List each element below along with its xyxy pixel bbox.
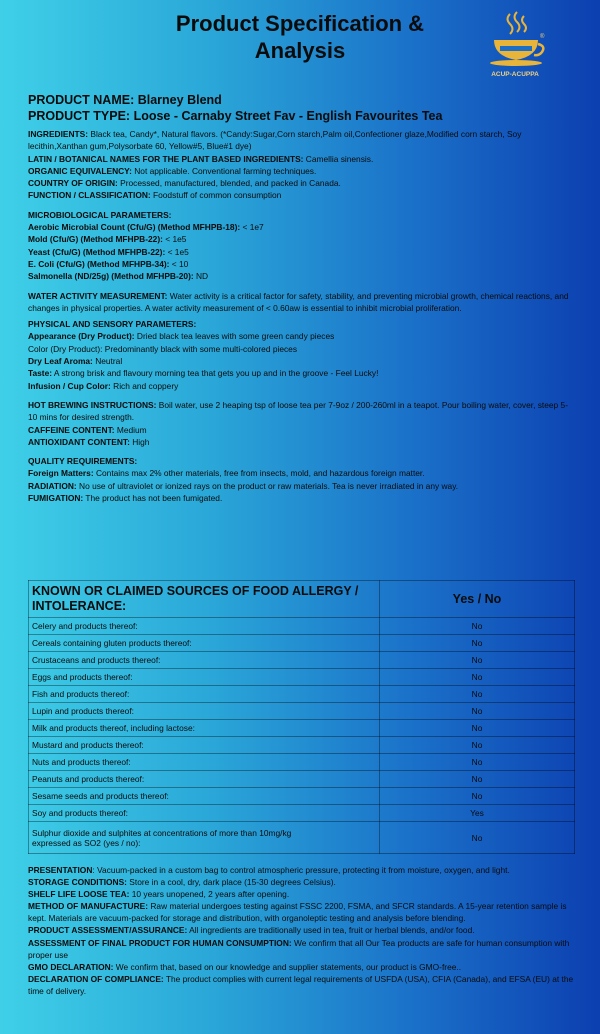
micro-salmonella: Salmonella (ND/25g) (Method MFHPB-20): ND: [28, 271, 209, 282]
registered-mark: ®: [540, 34, 545, 40]
method-of-manufacture: METHOD OF MANUFACTURE: Raw material undergoes testing against FSSC 2200, FSMA, and SFCR standards. A 15-year retention sample is kept. Materials are vacuum-packed for storage and distribution, with organoleptic testing and analysis before blending.: [28, 901, 567, 924]
sensory-appearance: Appearance (Dry Product): Dried black tea leaves with some green candy pieces: [28, 331, 335, 342]
storage-conditions: STORAGE CONDITIONS: Store in a cool, dry, dark place (15-30 degrees Celsius).: [28, 877, 336, 888]
shelf-life: SHELF LIFE LOOSE TEA: 10 years unopened, 2 years after opening.: [28, 889, 290, 900]
brewing-instructions: HOT BREWING INSTRUCTIONS: Boil water, use 2 heaping tsp of loose tea per 7-9oz / 200-260ml in a teapot. Pour boiling water, cover, steep 5-10 mins for desired strength.: [28, 399, 568, 423]
declaration-of-compliance: DECLARATION OF COMPLIANCE: The product complies with current legal requirements of USFDA (USA), CFIA (Canada), and EFSA (EU) at the time of delivery.: [28, 973, 574, 996]
quality-foreign-matters: Foreign Matters: Contains max 2% other materials, free from insects, mold, and hazardous foreign matter.: [28, 468, 425, 479]
table-row: Fish and products thereof: No: [29, 686, 575, 703]
function-classification: FUNCTION / CLASSIFICATION: Foodstuff of common consumption: [28, 190, 282, 201]
micro-mold: Mold (Cfu/G) (Method MFHPB-22): < 1e5: [28, 234, 187, 245]
product-type: Loose - Carnaby Street Fav - English Favourites Tea: [133, 109, 443, 123]
water-activity: WATER ACTIVITY MEASUREMENT: Water activity is a critical factor for safety, stability, and preventing microbial growth, chemical reactions, and changes in physical properties. A water activity measurement of < 0.60aw is essential to inhibit microbial proliferation.: [28, 290, 569, 313]
table-row: Sesame seeds and products thereof: No: [29, 788, 575, 805]
product-assessment: PRODUCT ASSESSMENT/ASSURANCE: All ingredients are traditionally used in tea, fruit or herbal blends, and/or food.: [28, 925, 475, 936]
botanical-names: LATIN / BOTANICAL NAMES FOR THE PLANT BASED INGREDIENTS: Camellia sinensis.: [28, 153, 374, 164]
yes-no-heading: Yes / No: [380, 581, 575, 618]
table-row: Peanuts and products thereof: No: [29, 771, 575, 788]
ingredients: INGREDIENTS: Black tea, Candy*, Natural flavors. (*Candy:Sugar,Corn starch,Palm oil,Confectioner glaze,Modified corn starch, Soy lecithin,Xanthan gum,Polysorbate 60, Yellow#5, Blue#1 dye): [28, 129, 522, 152]
gmo-declaration: GMO DECLARATION: We confirm that, based on our knowledge and supplier statements, our product is GMO-free..: [28, 961, 462, 972]
tea-cup-logo-icon: [482, 10, 548, 80]
presentation: PRESENTATION: Vacuum-packed in a custom bag to control atmospheric pressure, protecting it from moisture, oxygen, and light.: [28, 865, 510, 875]
country-of-origin: COUNTRY OF ORIGIN: Processed, manufactured, blended, and packed in Canada.: [28, 178, 341, 189]
product-name-label: PRODUCT NAME:: [28, 93, 135, 107]
sensory-taste: Taste: A strong brisk and flavoury morning tea that gets you up and in the groove - Feel Lucky!: [28, 368, 379, 379]
quality-heading: QUALITY REQUIREMENTS:: [28, 456, 138, 467]
allergy-heading: KNOWN OR CLAIMED SOURCES OF FOOD ALLERGY / INTOLERANCE:: [29, 581, 380, 618]
sensory-infusion: Infusion / Cup Color: Rich and coppery: [28, 380, 179, 391]
title-line-1: Product Specification &: [175, 11, 425, 36]
table-row: Nuts and products thereof: No: [29, 754, 575, 771]
organic-equivalency: ORGANIC EQUIVALENCY: Not applicable. Conventional farming techniques.: [28, 165, 317, 176]
quality-radiation: RADIATION: No use of ultraviolet or ionized rays on the product or raw materials. Tea is never irradiated in any way.: [28, 480, 459, 491]
table-row: Celery and products thereof: No: [29, 618, 575, 635]
micro-heading: MICROBIOLOGICAL PARAMETERS:: [28, 209, 172, 220]
sensory-aroma: Dry Leaf Aroma: Neutral: [28, 356, 123, 367]
table-row: Eggs and products thereof: No: [29, 669, 575, 686]
table-row: Soy and products thereof: Yes: [29, 805, 575, 822]
page-title: [120, 10, 480, 64]
product-name: Blarney Blend: [137, 93, 222, 107]
sensory-color: Color (Dry Product): Predominantly black with some multi-colored pieces: [28, 343, 298, 354]
table-row: Lupin and products thereof: No: [29, 703, 575, 720]
table-row: Mustard and products thereof: No: [29, 737, 575, 754]
micro-ecoli: E. Coli (Cfu/G) (Method MFHPB-34): < 10: [28, 258, 189, 269]
table-row: Milk and products thereof, including lactose: No: [29, 720, 575, 737]
antioxidant-content: ANTIOXIDANT CONTENT: High: [28, 436, 150, 447]
micro-aerobic: Aerobic Microbial Count (Cfu/G) (Method MFHPB-18): < 1e7: [28, 222, 264, 233]
allergy-table-header: [29, 581, 575, 618]
product-type-label: PRODUCT TYPE:: [28, 109, 131, 123]
micro-yeast: Yeast (Cfu/G) (Method MFHPB-22): < 1e5: [28, 246, 189, 257]
table-row: Crustaceans and products thereof: No: [29, 652, 575, 669]
caffeine-content: CAFFEINE CONTENT: Medium: [28, 424, 147, 435]
specification-body: [28, 128, 576, 504]
allergy-table: [28, 580, 575, 854]
quality-fumigation: FUMIGATION: The product has not been fumigated.: [28, 493, 223, 504]
table-row-sulphur: Sulphur dioxide and sulphites at concentrations of more than 10mg/kg expressed as SO2 (yes / no): No: [29, 822, 575, 854]
product-header: [28, 92, 442, 124]
human-consumption-assessment: ASSESSMENT OF FINAL PRODUCT FOR HUMAN CONSUMPTION: We confirm that all Our Tea products are safe for human consumption with proper use: [28, 937, 570, 960]
title-line-2: Analysis: [254, 38, 346, 63]
logo-text: ACUP-ACUPPA: [491, 71, 539, 78]
final-declarations: [28, 864, 576, 997]
table-row: Cereals containing gluten products thereof: No: [29, 635, 575, 652]
sensory-heading: PHYSICAL AND SENSORY PARAMETERS:: [28, 319, 197, 330]
